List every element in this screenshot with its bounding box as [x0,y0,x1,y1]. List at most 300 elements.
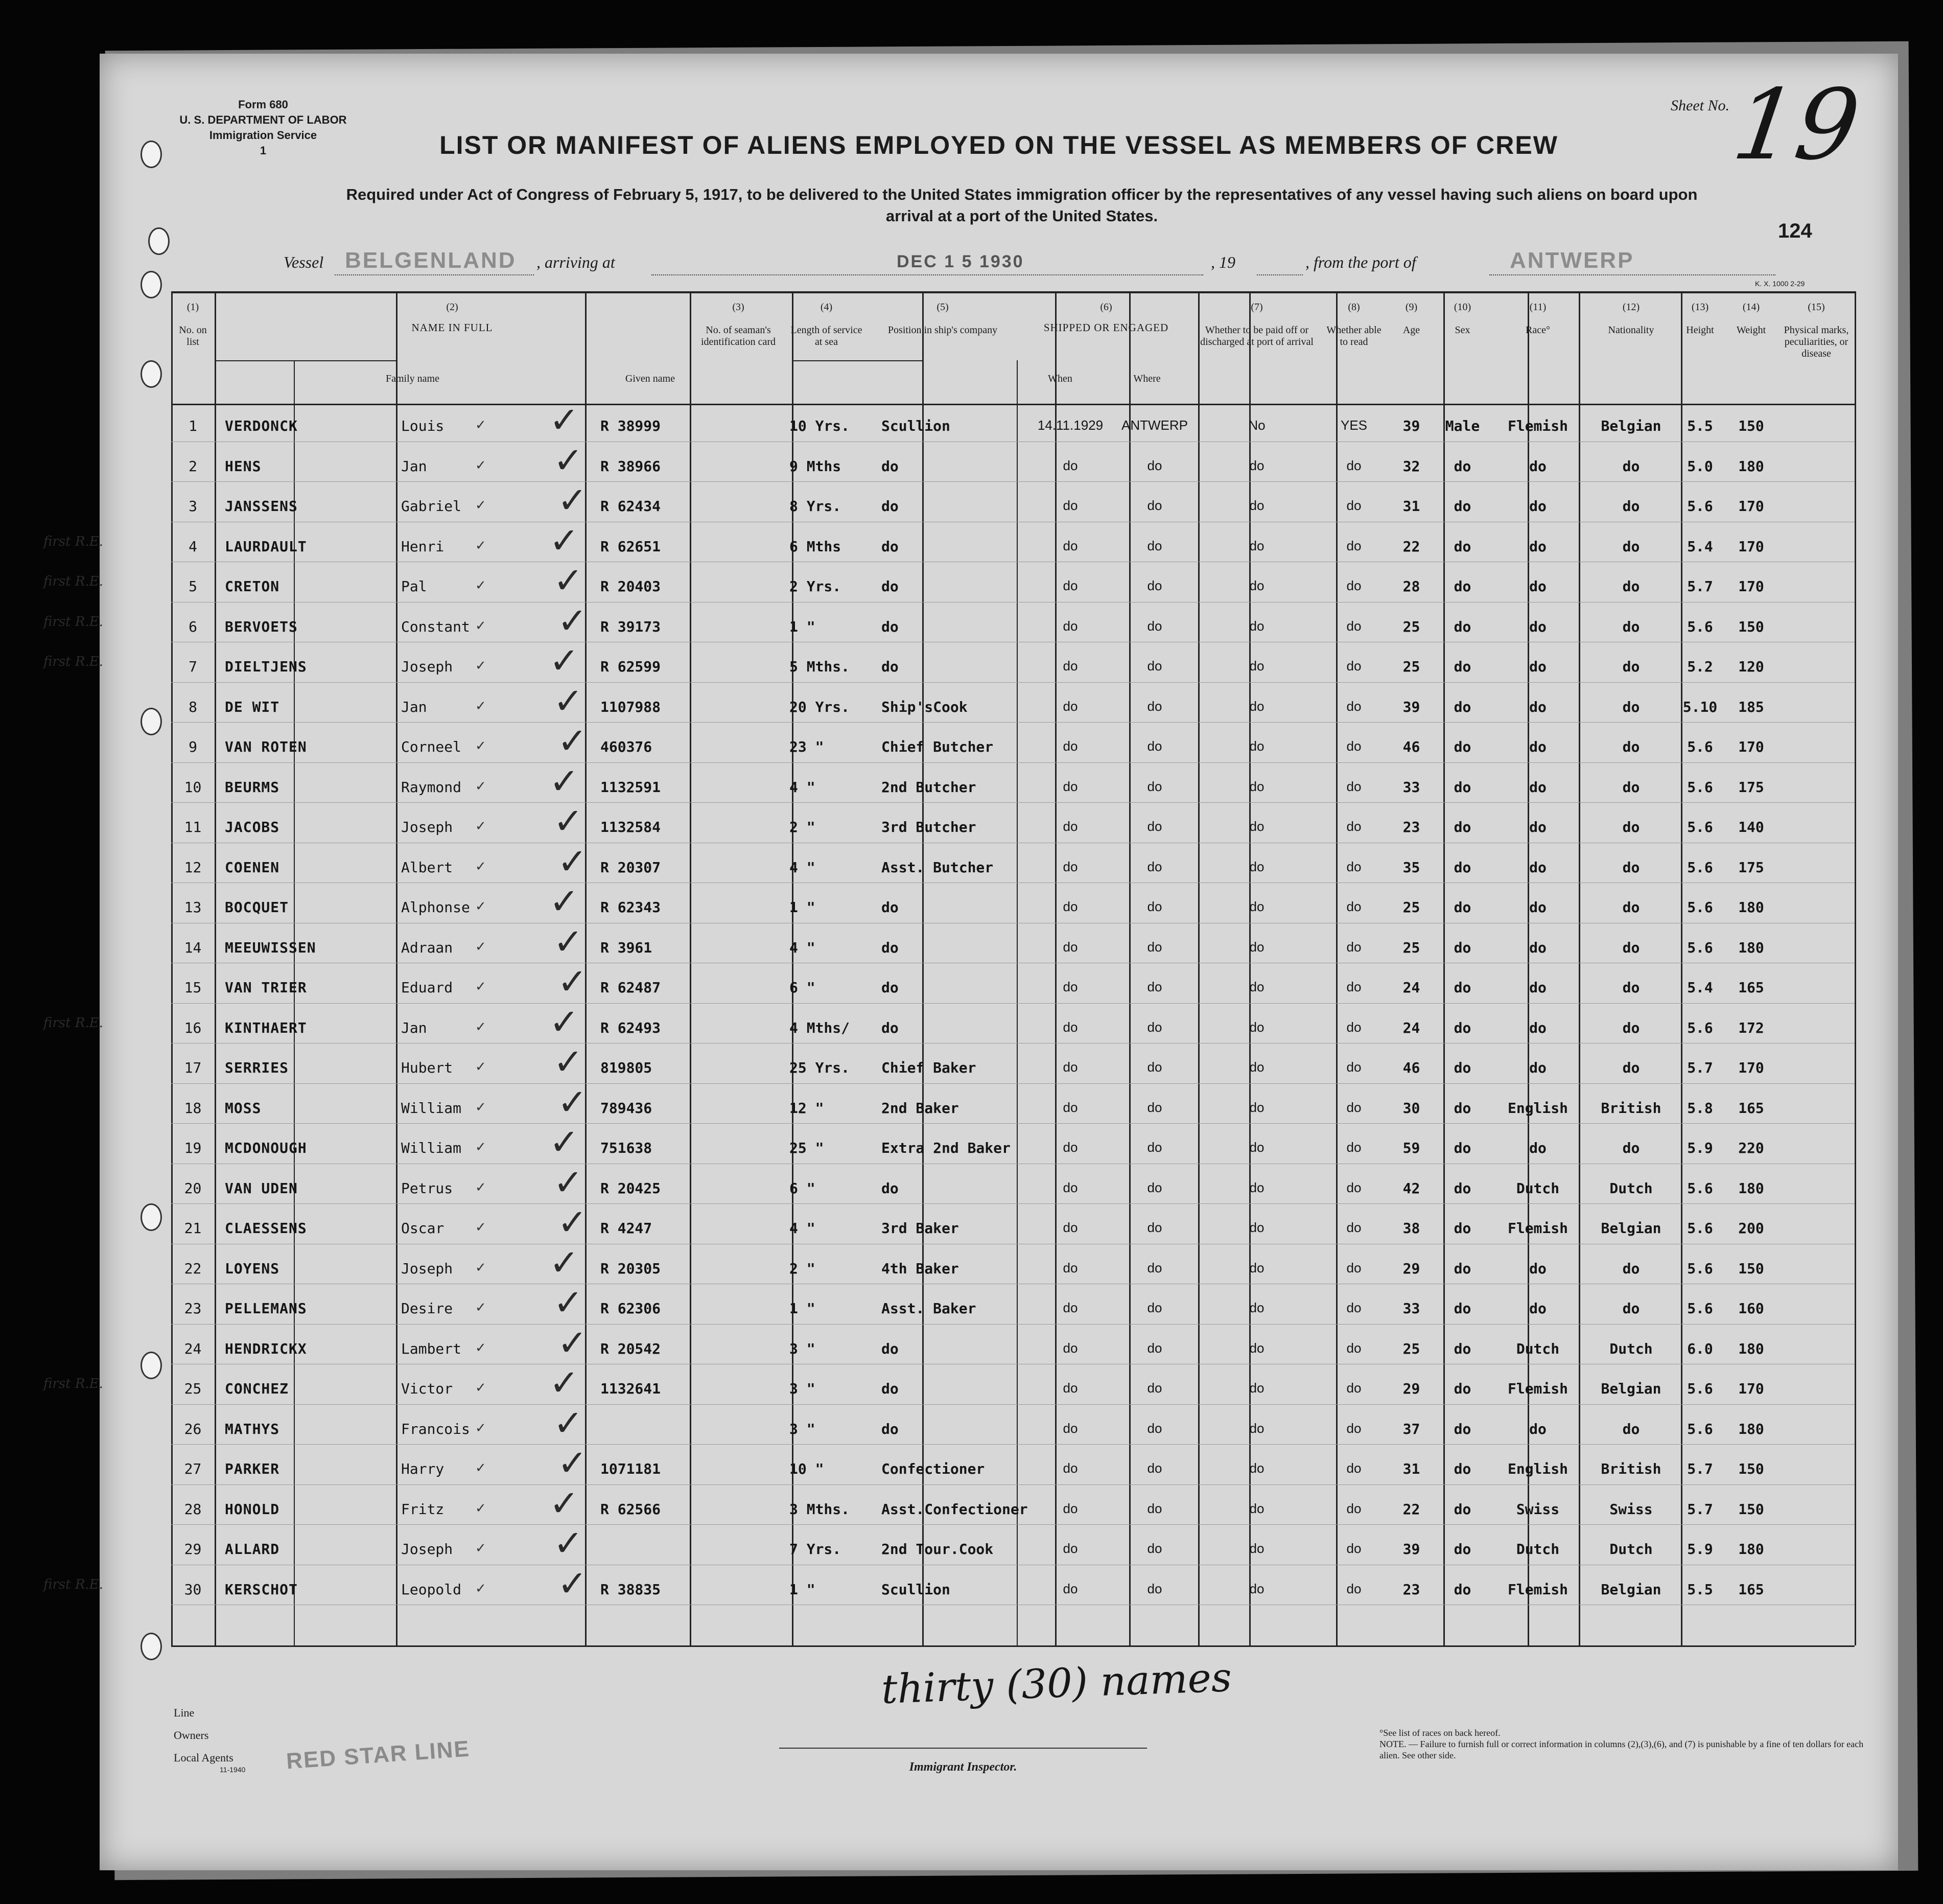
cell-card: 819805 [600,1059,652,1076]
cell-weight: 180 [1738,1420,1764,1437]
cell-where: do [1147,457,1162,473]
cell-weight: 150 [1738,1500,1764,1518]
cell-when: do [1063,1140,1078,1155]
cell-height: 5.6 [1687,618,1713,635]
cell-race: do [1529,858,1547,876]
cell-family: KINTHAERT [225,1019,307,1036]
cell-card: R 62306 [600,1300,661,1317]
cell-sex: do [1454,1220,1471,1237]
cell-where: do [1147,1500,1162,1516]
local-agents-label: Local Agents [174,1751,233,1764]
cell-read: do [1346,658,1362,674]
cell-nat: Belgian [1601,1581,1661,1598]
cell-height: 6.0 [1687,1340,1713,1357]
cell-no: 20 [184,1179,202,1197]
cell-read: do [1346,578,1362,593]
cell-paid: do [1249,1300,1265,1315]
table-top-rule [171,291,1855,293]
cell-card: R 39173 [600,618,661,635]
cell-weight: 172 [1738,1019,1764,1036]
cell-family: VERDONCK [225,417,298,434]
cell-when: do [1063,1380,1078,1396]
cell-given: Francois [401,1420,470,1437]
cell-service: 10 Yrs. [789,417,850,434]
inspection-check-icon: ✓ [557,1081,588,1123]
cell-race: Flemish [1507,1581,1568,1598]
cell-age: 29 [1402,1260,1420,1277]
cell-height: 5.4 [1687,979,1713,996]
cell-family: JACOBS [225,819,280,835]
cell-paid: do [1249,1460,1265,1476]
cell-where: do [1147,1420,1162,1436]
date-underline [651,274,1203,275]
cell-no: 2 [189,457,197,475]
cell-where: do [1147,1140,1162,1155]
cell-race: do [1529,578,1547,595]
inspection-check-icon: ✓ [557,1201,588,1243]
cell-nat: do [1622,858,1640,876]
inspection-check-icon: ✓ [553,1402,583,1444]
cell-age: 33 [1402,778,1420,796]
column-header: Length of service at sea [790,324,862,347]
cell-paid: do [1249,1340,1265,1356]
cell-race: do [1529,819,1547,835]
cell-read: YES [1340,417,1368,433]
cell-card: R 4247 [600,1220,652,1237]
cell-no: 16 [184,1019,202,1036]
cell-paid: do [1249,1380,1265,1396]
cell-when: do [1063,738,1078,754]
cell-family: LOYENS [225,1260,280,1277]
margin-note: first R.E. [43,1015,103,1031]
cell-position: do [881,498,899,515]
inspection-check-icon: ✓ [557,961,588,1003]
penalty-note: NOTE. — Failure to furnish full or correct information in columns (2),(3),(6), and (7) is punishable by a fine of ten dollars for each alien. See other side. [1379,1739,1864,1760]
cell-family: BEURMS [225,778,280,796]
cell-age: 25 [1402,658,1420,675]
cell-when: do [1063,457,1078,473]
cell-race: do [1529,498,1547,515]
cell-sex: do [1454,1420,1471,1437]
column-header: No. on list [179,324,207,347]
cell-family: PARKER [225,1460,280,1477]
cell-age: 22 [1402,538,1420,555]
cell-height: 5.6 [1687,1019,1713,1036]
cell-card: 1107988 [600,698,661,715]
table-row [100,920,1898,969]
cell-position: do [881,658,899,675]
given-name-header: Given name [625,373,675,384]
cell-no: 11 [184,819,202,835]
vessel-underline [335,274,534,275]
cell-no: 13 [184,899,202,916]
cell-position: Chief Baker [881,1059,976,1076]
table-row [100,479,1898,527]
inspection-check-icon: ✓ [553,1041,583,1083]
cell-paid: do [1249,578,1265,593]
cell-card: 460376 [600,738,652,755]
cell-nat: do [1622,457,1640,475]
check-mark-icon: ✓ [475,1140,486,1155]
margin-note: first R.E. [43,654,103,669]
cell-service: 4 " [789,858,815,876]
cell-weight: 180 [1738,1541,1764,1558]
cell-race: do [1529,1059,1547,1076]
cell-sex: do [1454,979,1471,996]
cell-height: 5.6 [1687,738,1713,755]
cell-where: do [1147,1541,1162,1556]
cell-weight: 165 [1738,1099,1764,1117]
cell-when: do [1063,778,1078,794]
cell-race: Flemish [1507,417,1568,434]
table-row [43,599,1898,648]
form-number: Form 680 [238,98,288,111]
inspection-check-icon: ✓ [549,880,579,922]
when-header: When [1048,373,1072,384]
cell-race: Flemish [1507,1220,1568,1237]
cell-height: 5.2 [1687,658,1713,675]
table-row [43,1562,1898,1611]
cell-no: 22 [184,1260,202,1277]
cell-where: do [1147,1019,1162,1035]
cell-position: Confectioner [881,1460,985,1477]
cell-given: Raymond [401,778,462,796]
cell-nat: Dutch [1609,1340,1653,1357]
cell-weight: 220 [1738,1140,1764,1156]
cell-service: 6 " [789,1179,815,1197]
cell-card: 789436 [600,1099,652,1117]
table-row [100,1081,1898,1129]
check-mark-icon: ✓ [475,899,486,914]
cell-family: JANSSENS [225,498,298,515]
cell-race: Flemish [1507,1380,1568,1397]
arriving-label: , arriving at [536,253,615,271]
footer-labels [174,1702,233,1769]
cell-height: 5.6 [1687,1220,1713,1237]
cell-when: do [1063,1300,1078,1315]
cell-read: do [1346,1420,1362,1436]
column-header: Race° [1526,324,1550,336]
cell-weight: 165 [1738,1581,1764,1598]
manifest-page [43,54,1898,1870]
column-number: (6) [1100,301,1112,313]
cell-given: Leopold [401,1581,462,1598]
cell-card: R 62566 [600,1500,661,1518]
cell-nat: do [1622,618,1640,635]
footer-code: 11-1940 [220,1766,246,1774]
cell-when: do [1063,939,1078,955]
cell-when: do [1063,658,1078,674]
cell-age: 35 [1402,858,1420,876]
cell-race: do [1529,738,1547,755]
column-header: Sex [1455,324,1470,336]
cell-weight: 150 [1738,1260,1764,1277]
cell-family: VAN UDEN [225,1179,298,1197]
cell-nat: do [1622,819,1640,835]
cell-weight: 150 [1738,618,1764,635]
cell-nat: do [1622,498,1640,515]
cell-given: Victor [401,1380,453,1397]
table-row [100,1321,1898,1370]
check-mark-icon: ✓ [475,1541,486,1556]
margin-note: first R.E. [43,1376,103,1391]
cell-nat: Dutch [1609,1541,1653,1558]
cell-family: MATHYS [225,1420,280,1437]
cell-card: 751638 [600,1140,652,1156]
inspection-check-icon: ✓ [557,1321,588,1364]
cell-sex: do [1454,1140,1471,1156]
inspection-check-icon: ✓ [553,560,583,601]
cell-card: R 38835 [600,1581,661,1598]
page-number: 124 [1778,220,1812,242]
cell-position: do [881,1019,899,1036]
cell-age: 24 [1402,1019,1420,1036]
cell-sex: do [1454,1500,1471,1518]
table-bottom-rule [171,1645,1855,1647]
cell-card: R 62493 [600,1019,661,1036]
page-title: LIST OR MANIFEST OF ALIENS EMPLOYED ON THE VESSEL AS MEMBERS OF CREW [439,131,1558,159]
cell-service: 12 " [789,1099,824,1117]
cell-weight: 170 [1738,498,1764,515]
cell-sex: do [1454,578,1471,595]
cell-sex: do [1454,1541,1471,1558]
cell-service: 7 Yrs. [789,1541,841,1558]
check-mark-icon: ✓ [475,1059,486,1075]
cell-where: do [1147,819,1162,834]
cell-read: do [1346,1500,1362,1516]
cell-weight: 150 [1738,1460,1764,1477]
cell-service: 23 " [789,738,824,755]
cell-weight: 170 [1738,578,1764,595]
column-number: (10) [1454,301,1471,313]
column-number: (2) [446,301,458,313]
check-mark-icon: ✓ [475,1500,486,1516]
cell-no: 28 [184,1500,202,1518]
cell-read: do [1346,1260,1362,1275]
cell-read: do [1346,738,1362,754]
cell-no: 24 [184,1340,202,1357]
inspection-check-icon: ✓ [549,1001,579,1043]
departure-port: ANTWERP [1510,248,1634,273]
cell-race: Dutch [1516,1179,1560,1197]
name-subheader-rule [215,360,396,361]
inspection-check-icon: ✓ [553,800,583,842]
cell-height: 5.6 [1687,1380,1713,1397]
cell-height: 5.5 [1687,417,1713,434]
check-mark-icon: ✓ [475,1099,486,1115]
inspection-check-icon: ✓ [557,840,588,883]
cell-nat: do [1622,1019,1640,1036]
cell-when: do [1063,538,1078,553]
cell-when: do [1063,618,1078,634]
cell-given: Eduard [401,979,453,996]
sheet-label: Sheet No. [1671,97,1729,114]
column-header: Height [1686,324,1714,336]
check-mark-icon: ✓ [475,578,486,593]
cell-given: Constant [401,618,470,635]
check-mark-icon: ✓ [475,618,486,634]
agents-stamp: RED STAR LINE [285,1736,471,1774]
table-row [100,880,1898,928]
cell-paid: do [1249,1541,1265,1556]
inspection-check-icon: ✓ [557,720,588,762]
cell-family: HENS [225,457,262,475]
cell-service: 6 " [789,979,815,996]
cell-where: do [1147,1380,1162,1396]
cell-family: PELLEMANS [225,1300,307,1317]
cell-age: 39 [1402,417,1420,434]
column-number: (13) [1691,301,1709,313]
cell-no: 3 [189,498,197,515]
service-name: Immigration Service [209,129,317,142]
inspection-check-icon: ✓ [553,439,583,481]
column-number: (4) [820,301,833,313]
cell-read: do [1346,1300,1362,1315]
inspection-check-icon: ✓ [549,519,579,562]
cell-where: do [1147,698,1162,714]
footer-note [1379,1727,1870,1761]
cell-sex: do [1454,698,1471,715]
table-row [100,1402,1898,1450]
cell-nat: Belgian [1601,1380,1661,1397]
cell-nat: do [1622,778,1640,796]
cell-service: 2 Yrs. [789,578,841,595]
cell-read: do [1346,1340,1362,1356]
cell-paid: do [1249,1260,1265,1275]
cell-no: 21 [184,1220,202,1237]
cell-sex: do [1454,1300,1471,1317]
cell-sex: do [1454,738,1471,755]
cell-height: 5.6 [1687,858,1713,876]
cell-height: 5.6 [1687,899,1713,916]
cell-when: do [1063,899,1078,914]
cell-where: do [1147,1460,1162,1476]
cell-paid: do [1249,1099,1265,1115]
cell-age: 25 [1402,939,1420,956]
cell-position: Asst. Baker [881,1300,976,1317]
cell-age: 37 [1402,1420,1420,1437]
cell-sex: do [1454,658,1471,675]
cell-age: 39 [1402,1541,1420,1558]
cell-sex: do [1454,858,1471,876]
table-row [100,1482,1898,1530]
cell-nat: do [1622,578,1640,595]
cell-race: do [1529,618,1547,635]
cell-read: do [1346,939,1362,955]
cell-paid: No [1248,417,1266,433]
cell-nat: Swiss [1609,1500,1653,1518]
cell-position: do [881,1340,899,1357]
cell-service: 25 " [789,1140,824,1156]
cell-read: do [1346,899,1362,914]
column-number: (3) [732,301,744,313]
cell-sex: do [1454,1460,1471,1477]
cell-race: Swiss [1516,1500,1560,1518]
cell-age: 46 [1402,738,1420,755]
cell-nat: do [1622,1260,1640,1277]
cell-read: do [1346,538,1362,553]
inspection-check-icon: ✓ [553,1161,583,1203]
cell-race: do [1529,1420,1547,1437]
cell-sex: do [1454,498,1471,515]
cell-weight: 160 [1738,1300,1764,1317]
punch-hole [141,1633,162,1660]
inspection-check-icon: ✓ [549,640,579,682]
cell-card: R 20305 [600,1260,661,1277]
line-label: Line [174,1706,195,1719]
cell-age: 31 [1402,1460,1420,1477]
family-name-header: Family name [386,373,439,384]
cell-family: MEEUWISSEN [225,939,316,956]
punch-hole [141,271,162,298]
cell-position: Asst. Butcher [881,858,994,876]
cell-paid: do [1249,1500,1265,1516]
cell-age: 29 [1402,1380,1420,1397]
cell-nat: do [1622,658,1640,675]
table-row [100,1201,1898,1249]
check-mark-icon: ✓ [475,819,486,834]
cell-card: R 62434 [600,498,661,515]
check-mark-icon: ✓ [475,658,486,674]
cell-sex: do [1454,618,1471,635]
cell-card: 1132584 [600,819,661,835]
cell-nat: Belgian [1601,417,1661,434]
cell-race: Dutch [1516,1340,1560,1357]
cell-sex: Male [1445,417,1480,434]
cell-race: do [1529,698,1547,715]
cell-nat: do [1622,538,1640,555]
cell-age: 25 [1402,618,1420,635]
cell-height: 5.4 [1687,538,1713,555]
cell-no: 29 [184,1541,202,1558]
cell-when: do [1063,498,1078,513]
cell-race: Dutch [1516,1541,1560,1558]
cell-weight: 180 [1738,1340,1764,1357]
cell-no: 6 [189,618,197,635]
column-number: (12) [1622,301,1640,313]
cell-read: do [1346,1581,1362,1596]
cell-given: Hubert [401,1059,453,1076]
cell-age: 30 [1402,1099,1420,1117]
cell-nat: do [1622,738,1640,755]
cell-position: Ship'sCook [881,698,968,715]
cell-sex: do [1454,1581,1471,1598]
vessel-label: Vessel [284,253,324,271]
cell-sex: do [1454,457,1471,475]
cell-service: 20 Yrs. [789,698,850,715]
cell-paid: do [1249,457,1265,473]
table-row [100,399,1898,447]
table-row [100,1522,1898,1570]
cell-no: 19 [184,1140,202,1156]
cell-position: do [881,979,899,996]
cell-no: 5 [189,578,197,595]
cell-service: 1 " [789,899,815,916]
check-mark-icon: ✓ [475,1179,486,1195]
cell-card: R 20425 [600,1179,661,1197]
cell-no: 27 [184,1460,202,1477]
cell-race: do [1529,979,1547,996]
cell-sex: do [1454,1019,1471,1036]
cell-where: do [1147,939,1162,955]
cell-service: 4 Mths/ [789,1019,850,1036]
cell-position: Scullion [881,1581,950,1598]
cell-paid: do [1249,658,1265,674]
cell-when: 14.11.1929 [1037,417,1104,433]
cell-paid: do [1249,899,1265,914]
cell-position: 2nd Baker [881,1099,959,1117]
cell-race: English [1507,1460,1568,1477]
